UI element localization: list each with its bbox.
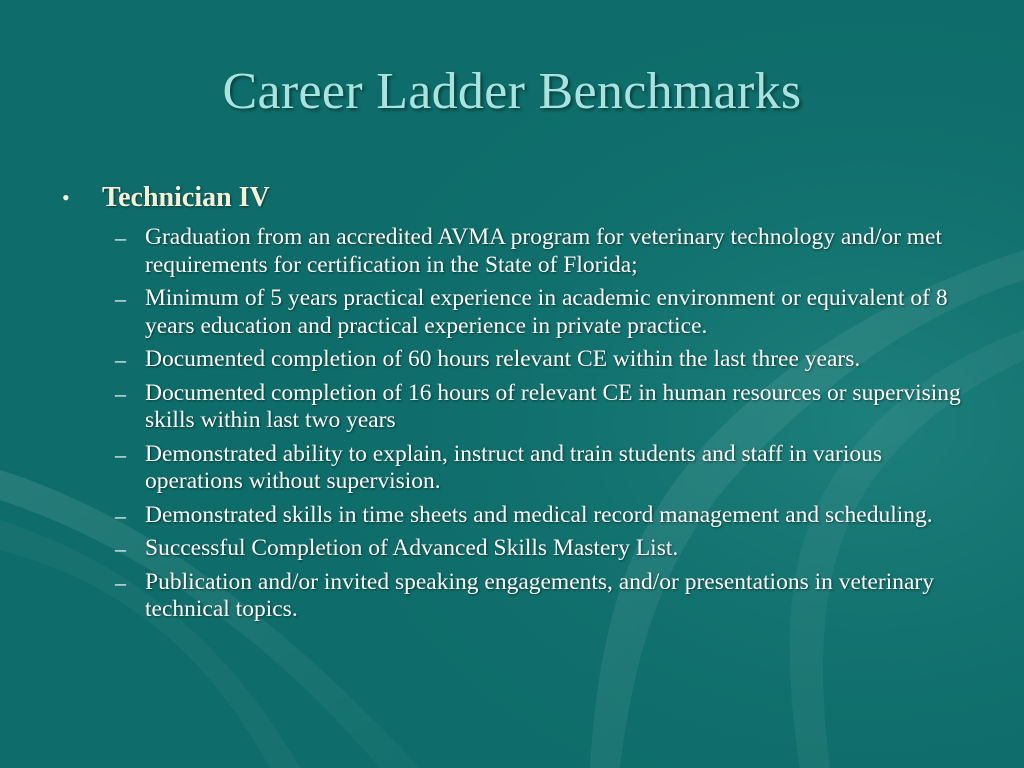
dash-icon: – <box>115 569 126 595</box>
list-item-text: Minimum of 5 years practical experience in academic environment or equivalent of 8 years education and practical experience in private practice. <box>145 285 948 339</box>
list-item-text: Documented completion of 16 hours of relevant CE in human resources or supervising skills within last two years <box>145 379 961 433</box>
list-item-text: Successful Completion of Advanced Skills Mastery List. <box>145 535 679 561</box>
list-item-text: Demonstrated ability to explain, instruct and train students and staff in various operations without supervision. <box>145 440 883 494</box>
slide-content <box>60 180 970 630</box>
dash-icon: – <box>115 441 126 467</box>
dash-icon: – <box>115 536 126 561</box>
list-item <box>115 535 970 563</box>
bullet-heading: Technician IV <box>102 182 270 213</box>
bullet-technician-iv <box>60 180 970 216</box>
dash-icon: – <box>115 286 126 311</box>
list-item-text: Publication and/or invited speaking engagements, and/or presentations in veterinary technical topics. <box>145 568 934 622</box>
bullet-dot-icon: • <box>62 185 70 210</box>
dash-icon: – <box>115 502 126 528</box>
list-item-text: Demonstrated skills in time sheets and medical record management and scheduling. <box>145 501 933 528</box>
dash-icon: – <box>115 225 126 250</box>
list-item <box>115 441 970 496</box>
list-item-text: Documented completion of 60 hours relevant CE within the last three years. <box>145 346 861 372</box>
sub-bullet-list <box>60 224 970 624</box>
dash-icon: – <box>115 347 126 372</box>
list-item <box>115 502 970 530</box>
list-item <box>115 346 970 374</box>
list-item <box>115 224 970 279</box>
list-item-text: Graduation from an accredited AVMA program for veterinary technology and/or met requirements for certification in the State of Florida; <box>145 224 943 278</box>
list-item <box>115 285 970 340</box>
slide-title: Career Ladder Benchmarks <box>222 63 802 120</box>
list-item <box>115 569 970 624</box>
list-item <box>115 380 970 435</box>
dash-icon: – <box>115 380 126 406</box>
